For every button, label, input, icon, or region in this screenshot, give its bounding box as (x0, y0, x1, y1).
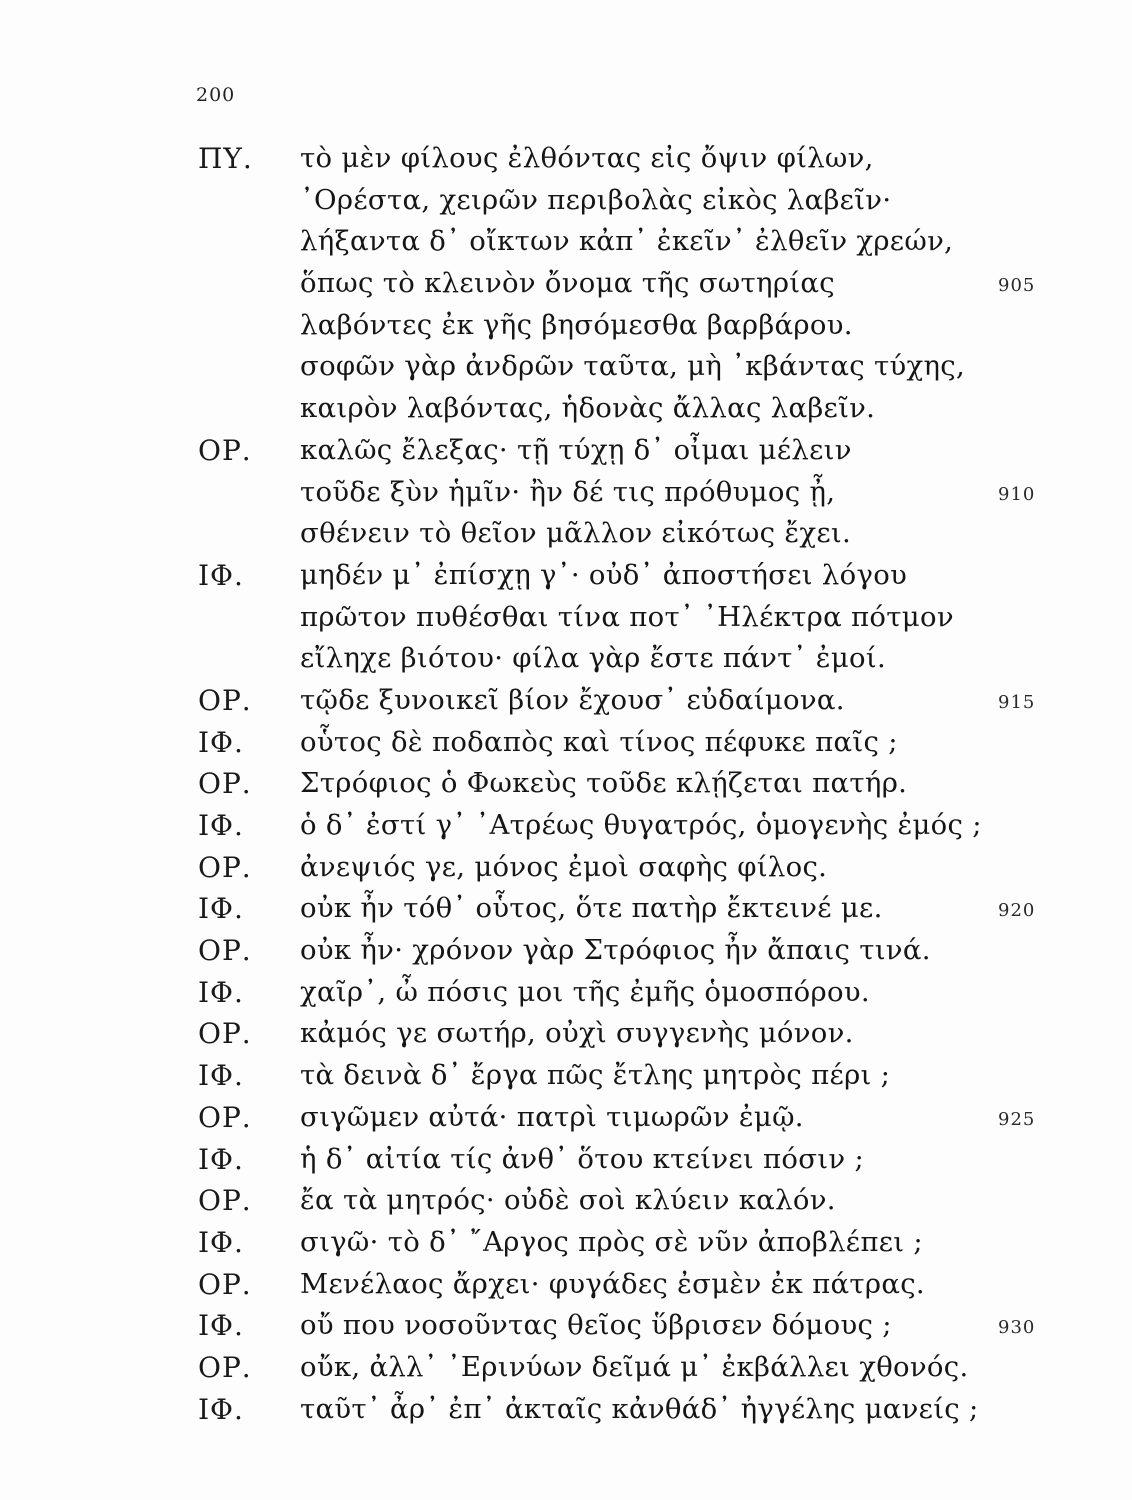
speaker-label: ΠΥ. (198, 142, 253, 175)
verse-text: ἀνεψιός γε, μόνος ἐμοὶ σαφὴς φίλος. (300, 850, 828, 883)
verse-line (0, 1013, 1132, 1055)
verse-text: σοφῶν γὰρ ἀνδρῶν ταῦτα, μὴ ᾿κβάντας τύχης, (300, 350, 965, 383)
verse-text: ὁ δ᾿ ἐστί γ᾿ ᾿Ατρέως θυγατρός, ὁμογενὴς ἐμός ; (300, 809, 982, 841)
page-number: 200 (196, 84, 236, 106)
verse-line (0, 680, 1132, 722)
speaker-label: ΟΡ. (198, 1100, 252, 1134)
verse-text: σιγῶ· τὸ δ᾿ ῎Αργος πρὸς σὲ νῦν ἀποβλέπει ; (300, 1225, 923, 1258)
verse-line (0, 1055, 1132, 1097)
speaker-label: ΙΦ. (198, 558, 244, 592)
verse-text: ἡ δ᾿ αἰτία τίς ἀνθ᾿ ὅτου κτείνει πόσιν ; (300, 1142, 865, 1175)
verse-line (0, 1347, 1132, 1389)
verse-text: οὗτος δὲ ποδαπὸς καὶ τίνος πέφυκε παῖς ; (300, 725, 898, 758)
verse-line (0, 221, 1132, 263)
verse-line (0, 305, 1132, 347)
verse-text: τῷδε ξυνοικεῖ βίον ἔχουσ᾿ εὐδαίμονα. (300, 683, 845, 716)
verse-text: οὐκ ἦν τόθ᾿ οὗτος, ὅτε πατὴρ ἔκτεινέ με. (300, 892, 883, 925)
verse-line (0, 1097, 1132, 1139)
speaker-label: ΙΦ. (198, 892, 244, 926)
verse-lines (0, 138, 1132, 1430)
verse-text: κἀμός γε σωτήρ, οὐχὶ συγγενὴς μόνον. (300, 1017, 854, 1050)
verse-text: καλῶς ἔλεξας· τῇ τύχῃ δ᾿ οἶμαι μέλειν (300, 433, 852, 466)
speaker-label: ΟΡ. (198, 1350, 252, 1384)
speaker-label: ΟΡ. (198, 1184, 252, 1218)
verse-text: λαβόντες ἐκ γῆς βησόμεσθα βαρβάρου. (300, 308, 853, 341)
speaker-label: ΟΡ. (198, 1267, 252, 1301)
speaker-label: ΙΦ. (198, 1059, 244, 1093)
verse-line (0, 388, 1132, 430)
speaker-label: ΙΦ. (198, 975, 244, 1009)
verse-text: Μενέλαος ἄρχει· φυγάδες ἐσμὲν ἐκ πάτρας. (300, 1267, 925, 1300)
verse-text: ᾿Ορέστα, χειρῶν περιβολὰς εἰκὸς λαβεῖν· (300, 183, 892, 216)
verse-line (0, 346, 1132, 388)
line-number: 915 (998, 691, 1036, 713)
line-number: 920 (998, 900, 1036, 922)
verse-text: ἔα τὰ μητρός· οὐδὲ σοὶ κλύειν καλόν. (300, 1184, 836, 1217)
verse-text: εἴληχε βιότου· φίλα γὰρ ἔστε πάντ᾿ ἐμοί. (300, 642, 886, 675)
verse-text: ταῦτ᾿ ἆρ᾿ ἐπ᾿ ἀκταῖς κἀνθάδ᾿ ἠγγέλης μανείς ; (300, 1392, 979, 1425)
verse-text: τοῦδε ξὺν ἡμῖν· ἢν δέ τις πρόθυμος ᾖ, (300, 475, 836, 508)
line-number: 905 (998, 275, 1036, 297)
speaker-label: ΟΡ. (198, 1017, 252, 1051)
verse-line (0, 263, 1132, 305)
verse-line (0, 1264, 1132, 1306)
verse-line (0, 638, 1132, 680)
verse-text: μηδέν μ᾿ ἐπίσχῃ γ᾿· οὐδ᾿ ἀποστήσει λόγου (300, 558, 908, 591)
speaker-label: ΟΡ. (198, 934, 252, 968)
verse-text: πρῶτον πυθέσθαι τίνα ποτ᾿ ᾿Ηλέκτρα πότμον (300, 600, 954, 633)
verse-line (0, 930, 1132, 972)
speaker-label: ΙΦ. (198, 1142, 244, 1176)
verse-text: χαῖρ᾿, ὦ πόσις μοι τῆς ἐμῆς ὁμοσπόρου. (300, 975, 870, 1008)
speaker-label: ΙΦ. (198, 1392, 244, 1426)
speaker-label: ΟΡ. (198, 767, 252, 801)
verse-text: τὸ μὲν φίλους ἐλθόντας εἰς ὄψιν φίλων, (300, 142, 874, 174)
verse-line (0, 180, 1132, 222)
verse-line (0, 722, 1132, 764)
verse-text: σθένειν τὸ θεῖον μᾶλλον εἰκότως ἔχει. (300, 517, 852, 550)
verse-text: Στρόφιος ὁ Φωκεὺς τοῦδε κλῄζεται πατήρ. (300, 767, 908, 800)
verse-line (0, 847, 1132, 889)
verse-text: οὐκ ἦν· χρόνον γὰρ Στρόφιος ἦν ἄπαις τινά. (300, 934, 931, 967)
verse-text: ὅπως τὸ κλεινὸν ὄνομα τῆς σωτηρίας (300, 267, 835, 300)
verse-line (0, 472, 1132, 514)
verse-text: οὔ που νοσοῦντας θεῖος ὕβρισεν δόμους ; (300, 1309, 892, 1342)
line-number: 910 (998, 483, 1036, 505)
speaker-label: ΟΡ. (198, 850, 252, 884)
speaker-label: ΟΡ. (198, 433, 252, 467)
verse-text: οὔκ, ἀλλ᾿ ᾿Ερινύων δεῖμά μ᾿ ἐκβάλλει χθονός. (300, 1350, 969, 1383)
verse-text: καιρὸν λαβόντας, ἡδονὰς ἄλλας λαβεῖν. (300, 392, 876, 425)
verse-line (0, 513, 1132, 555)
line-number: 925 (998, 1108, 1036, 1130)
verse-line (0, 1222, 1132, 1264)
speaker-label: ΙΦ. (198, 725, 244, 759)
verse-line (0, 1305, 1132, 1347)
verse-line (0, 430, 1132, 472)
speaker-label: ΙΦ. (198, 1225, 244, 1259)
verse-line (0, 972, 1132, 1014)
verse-line (0, 138, 1132, 180)
speaker-label: ΙΦ. (198, 1309, 244, 1343)
verse-line (0, 1139, 1132, 1181)
verse-text: λήξαντα δ᾿ οἴκτων κἀπ᾿ ἐκεῖν᾿ ἐλθεῖν χρεών, (300, 225, 954, 258)
verse-line (0, 763, 1132, 805)
verse-line (0, 597, 1132, 639)
speaker-label: ΟΡ. (198, 683, 252, 717)
verse-line (0, 1180, 1132, 1222)
verse-text: σιγῶμεν αὐτά· πατρὶ τιμωρῶν ἐμῷ. (300, 1100, 804, 1133)
verse-line (0, 1389, 1132, 1431)
verse-line (0, 555, 1132, 597)
verse-line (0, 805, 1132, 847)
line-number: 930 (998, 1317, 1036, 1339)
speaker-label: ΙΦ. (198, 809, 244, 842)
verse-text: τὰ δεινὰ δ᾿ ἔργα πῶς ἔτλης μητρὸς πέρι ; (300, 1059, 891, 1092)
verse-line (0, 888, 1132, 930)
